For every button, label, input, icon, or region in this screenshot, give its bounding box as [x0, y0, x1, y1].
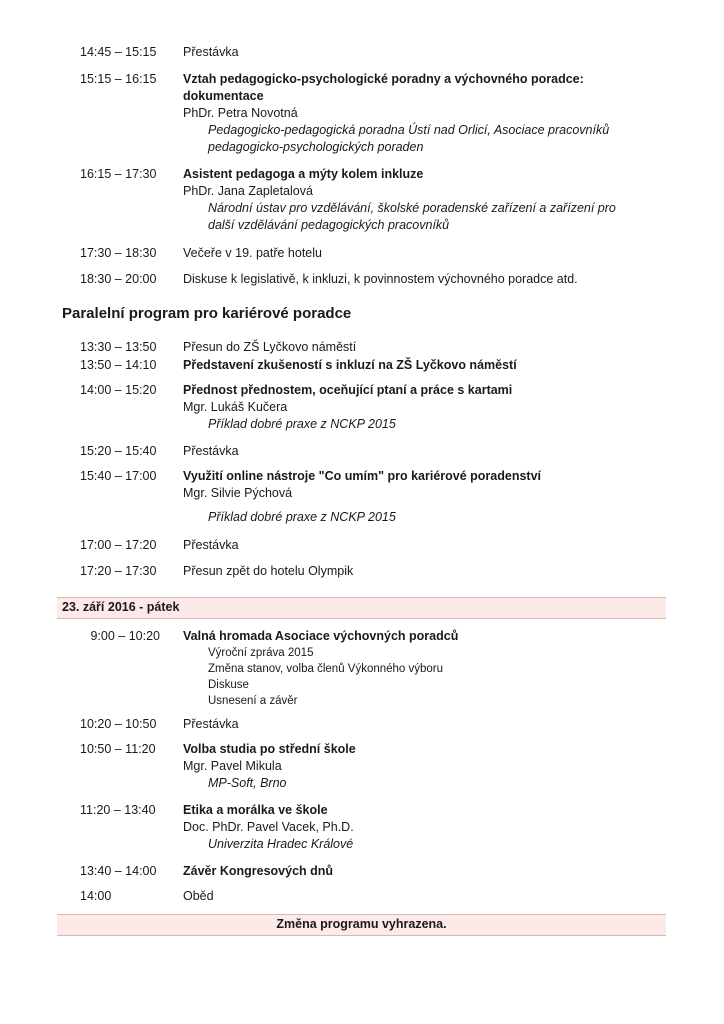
session-title: Využití online nástroje "Co umím" pro kariérové poradenství	[183, 469, 541, 483]
speaker-name: Mgr. Lukáš Kučera	[183, 400, 288, 414]
session-title: Přestávka	[183, 444, 239, 458]
time-slot: 17:00 – 17:20	[80, 538, 157, 552]
time-slot: 18:30 – 20:00	[80, 272, 157, 286]
time-slot: 13:40 – 14:00	[80, 864, 157, 878]
time-slot: 17:20 – 17:30	[80, 564, 157, 578]
section-heading: Paralelní program pro kariérové poradce	[62, 305, 352, 322]
time-slot: 15:40 – 17:00	[80, 469, 157, 483]
speaker-name: PhDr. Jana Zapletalová	[183, 184, 313, 198]
speaker-institution: MP-Soft, Brno	[208, 776, 287, 790]
time-slot: 14:00 – 15:20	[80, 383, 157, 397]
time-slot: 17:30 – 18:30	[80, 246, 157, 260]
time-slot: 16:15 – 17:30	[80, 167, 157, 181]
time-slot: 9:00 – 10:20	[90, 629, 160, 643]
time-slot: 15:15 – 16:15	[80, 72, 157, 86]
agenda-item: Usnesení a závěr	[208, 695, 298, 707]
session-title: Přestávka	[183, 45, 239, 59]
speaker-institution: Národní ústav pro vzdělávání, školské poradenské zařízení a zařízení pro	[208, 201, 616, 215]
session-title: Valná hromada Asociace výchovných poradců	[183, 629, 459, 643]
agenda-item: Diskuse	[208, 679, 249, 691]
time-slot: 11:20 – 13:40	[80, 803, 156, 817]
agenda-item: Změna stanov, volba členů Výkonného výboru	[208, 663, 444, 675]
speaker-name: Doc. PhDr. Pavel Vacek, Ph.D.	[183, 820, 354, 834]
day-header-label: 23. září 2016 - pátek	[62, 600, 180, 614]
time-slot: 15:20 – 15:40	[80, 444, 157, 458]
session-title: Přestávka	[183, 717, 239, 731]
speaker-name: Mgr. Pavel Mikula	[183, 759, 282, 773]
session-title: Přednost přednostem, oceňující ptaní a práce s kartami	[183, 383, 513, 397]
footer-note: Změna programu vyhrazena.	[276, 917, 447, 931]
session-title: Závěr Kongresových dnů	[183, 864, 334, 878]
session-title: Přestávka	[183, 538, 239, 552]
session-title: Přesun zpět do hotelu Olympik	[183, 564, 354, 578]
speaker-institution: Univerzita Hradec Králové	[208, 837, 354, 851]
session-title: Etika a morálka ve škole	[183, 803, 328, 817]
speaker-institution: Pedagogicko-pedagogická poradna Ústí nad Orlicí, Asociace pracovníků	[208, 123, 610, 137]
session-title: Asistent pedagoga a mýty kolem inkluze	[183, 167, 424, 181]
time-slot: 10:20 – 10:50	[80, 717, 157, 731]
speaker-institution: Příklad dobré praxe z NCKP 2015	[208, 417, 396, 431]
session-title: Oběd	[183, 889, 214, 903]
session-title: Volba studia po střední škole	[183, 742, 356, 756]
speaker-name: PhDr. Petra Novotná	[183, 106, 298, 120]
footer-band	[57, 914, 666, 936]
agenda-item: Výroční zpráva 2015	[208, 647, 314, 659]
session-title: Představení zkušeností s inkluzí na ZŠ Lyčkovo náměstí	[183, 358, 517, 372]
speaker-institution-cont: pedagogicko-psychologických poraden	[208, 140, 424, 154]
day-header-band	[57, 597, 666, 619]
time-slot: 10:50 – 11:20	[80, 742, 156, 756]
session-title: Večeře v 19. patře hotelu	[183, 246, 322, 260]
speaker-institution-cont: další vzdělávání pedagogických pracovníků	[208, 218, 450, 232]
time-slot: 13:30 – 13:50	[80, 340, 157, 354]
session-title-cont: dokumentace	[183, 89, 264, 103]
time-slot: 14:00	[80, 889, 112, 903]
time-slot: 14:45 – 15:15	[80, 45, 157, 59]
session-title: Vztah pedagogicko-psychologické poradny a výchovného poradce:	[183, 72, 584, 86]
speaker-institution: Příklad dobré praxe z NCKP 2015	[208, 510, 396, 524]
speaker-name: Mgr. Silvie Pýchová	[183, 486, 293, 500]
session-title: Přesun do ZŠ Lyčkovo náměstí	[183, 340, 357, 354]
session-title: Diskuse k legislativě, k inkluzi, k povinnostem výchovného poradce atd.	[183, 272, 578, 286]
time-slot: 13:50 – 14:10	[80, 358, 157, 372]
